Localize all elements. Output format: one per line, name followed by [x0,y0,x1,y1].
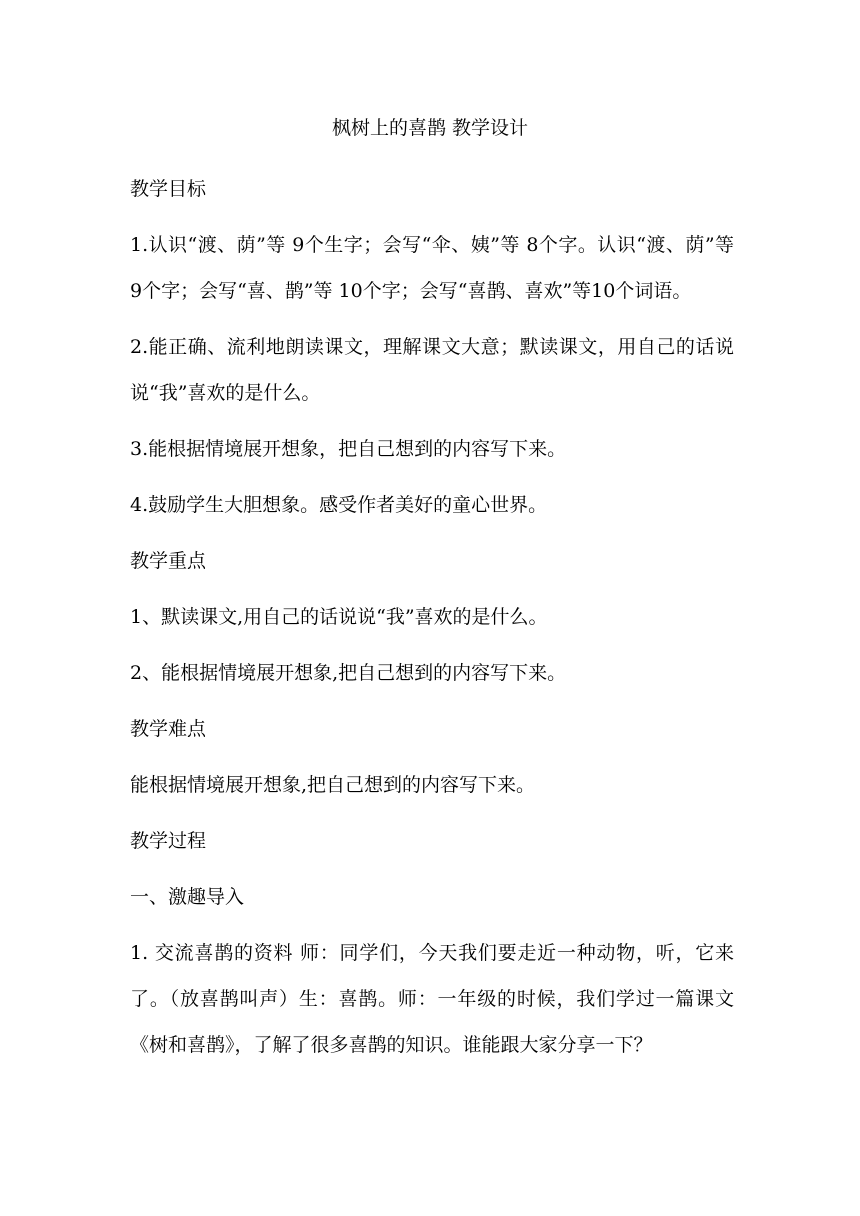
process-step-1: 一、激趣导入 [130,886,245,908]
goal-item-1: 1.认识“渡、荫”等 9个生字；会写“伞、姨”等 8个字。认识“渡、荫”等 9个字；会写“喜、鹊”等 10个字；会写“喜鹊、喜欢”等10个词语。 [130,234,734,302]
difficulty-item-1: 能根据情境展开想象,把自己想到的内容写下来。 [130,774,536,796]
goal-item-3: 3.能根据情境展开想象，把自己想到的内容写下来。 [130,438,567,460]
process-heading: 教学过程 [130,830,207,852]
key-point-1: 1、默读课文,用自己的话说说“我”喜欢的是什么。 [130,606,548,628]
goal-item-4: 4.鼓励学生大胆想象。感受作者美好的童心世界。 [130,494,548,516]
document-body [130,166,734,1078]
difficulty-heading: 教学难点 [130,718,207,740]
document-title: 枫树上的喜鹊 教学设计 [331,117,529,139]
goal-item-2: 2.能正确、流利地朗读课文，理解课文大意；默读课文，用自己的话说说“我”喜欢的是什么。 [130,336,734,404]
process-paragraph-1: 1. 交流喜鹊的资料 师：同学们，今天我们要走近一种动物，听，它来了。（放喜鹊叫声）生：喜鹊。师：一年级的时候，我们学过一篇课文《树和喜鹊》，了解了很多喜鹊的知识。谁能跟大家分享一下？ [130,942,734,1056]
key-point-2: 2、能根据情境展开想象,把自己想到的内容写下来。 [130,662,567,684]
goals-heading: 教学目标 [130,178,207,200]
key-points-heading: 教学重点 [130,550,207,572]
